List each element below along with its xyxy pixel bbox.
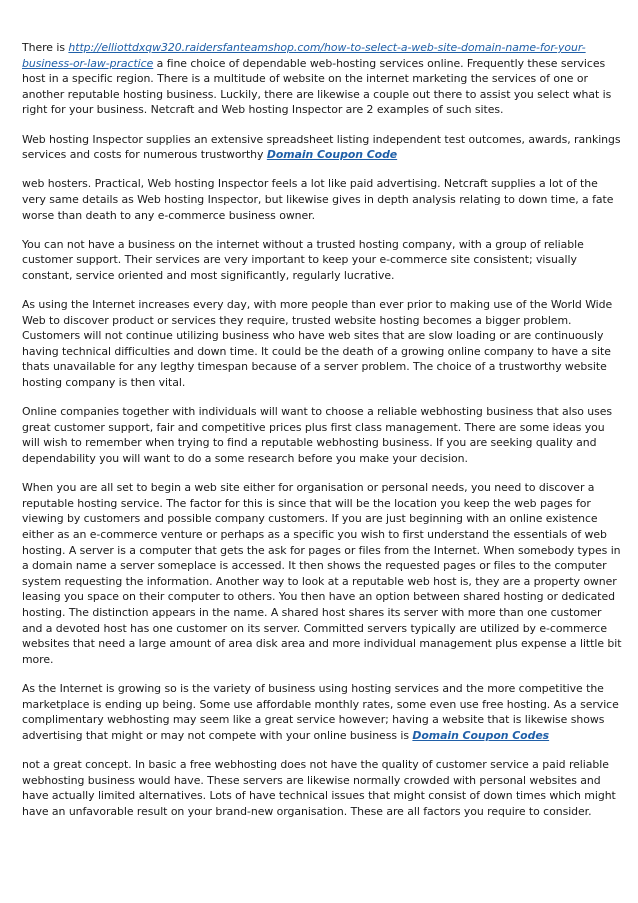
paragraph-intro	[22, 40, 622, 118]
paragraph-growing-internet	[22, 681, 622, 743]
domain-coupon-codes-link[interactable]: Domain Coupon Codes	[412, 728, 550, 742]
paragraph-inspector	[22, 132, 622, 163]
paragraph-hosters: web hosters. Practical, Web hosting Inspector feels a lot like paid advertising. Netcraft supplies a lot of the very same details as Web hosting Inspector, but likewise gives in depth analysis relating to down time, a fate worse than death to any e-commerce business owner.	[22, 177, 614, 222]
paragraph-online-companies: Online companies together with individuals will want to choose a reliable webhosting business that also uses great customer support, fair and competitive prices plus first class management. There are some ideas you will wish to remember when trying to find a reputable webhosting business. If you are seeking quality and dependability you will want to do a some research before you make your decision.	[22, 405, 613, 466]
article-url-link[interactable]: http://elliottdxqw320.raidersfanteamshop.com/how-to-select-a-web-site-domain-name-for-your-business-or-law-practice	[22, 41, 586, 70]
paragraph-getting-started: When you are all set to begin a web site either for organisation or personal needs, you need to discover a reputable hosting service. The factor for this is since that will be the location you keep the web pages for viewing by customers and possible company customers. If you are just beginning with an online existence either as an e-commerce venture or perhaps as a specific you wish to first understand the essentials of web hosting. A server is a computer that gets the ask for pages or files from the Internet. When somebody types in a domain name a server someplace is accessed. It then shows the requested pages or files to the computer system requesting the information. Another way to look at a reputable web host is, they are a property owner leasing you space on their computer to others. You then have an option between shared hosting or dedicated hosting. The distinction appears in the name. A shared host shares its server with more than one customer and a devoted host has one customer on its server. Committed servers typically are utilized by e-commerce websites that need a large amount of area disk area and more individual management plus expense a little bit more.	[22, 481, 622, 666]
paragraph-free-hosting: not a great concept. In basic a free webhosting does not have the quality of customer service a paid reliable webhosting business would have. These servers are likewise normally crowded with personal websites and have actually limited alternatives. Lots of have technical issues that might consist of down times which might have an unfavorable result on your brand-new organisation. These are all factors you require to consider.	[22, 757, 616, 818]
domain-coupon-code-link[interactable]: Domain Coupon Code	[266, 148, 398, 162]
growing-internet-text: As the Internet is growing so is the variety of business using hosting services and the more competitive the marketplace is ending up being. Some use affordable monthly rates, some even use free hosting. As a service complimentary webhosting may seem like a great service however; having a website that is likewise shows advertising that might or may not compete with your online business is	[22, 681, 619, 742]
intro-text-start: There is	[22, 41, 69, 54]
inspector-text: Web hosting Inspector supplies an extensive spreadsheet listing independent test outcomes, awards, rankings services and costs for numerous trustworthy	[22, 132, 621, 162]
intro-text-rest: a fine choice of dependable web-hosting services online. Frequently these services host in a specific region. There is a multitude of website on the internet marketing the services of one or another reputable hosting business. Luckily, there are likewise a couple out there to assist you select what is right for your business. Netcraft and Web hosting Inspector are 2 examples of such sites.	[22, 56, 612, 117]
paragraph-trusted-hosting: You can not have a business on the internet without a trusted hosting company, with a group of reliable customer support. Their services are very important to keep your e-commerce site consistent; visually constant, service oriented and most significantly, regularly lucrative.	[22, 237, 584, 282]
paragraph-internet-usage: As using the Internet increases every day, with more people than ever prior to making use of the World Wide Web to discover product or services they require, trusted website hosting becomes a bigger problem. Customers will not continue utilizing business who have web sites that are slow loading or are continuously having technical difficulties and down time. It could be the death of a growing online company to have a site thats unavailable for any legthy timespan because of a server problem. The choice of a trustworthy website hosting company is then vital.	[22, 298, 613, 390]
